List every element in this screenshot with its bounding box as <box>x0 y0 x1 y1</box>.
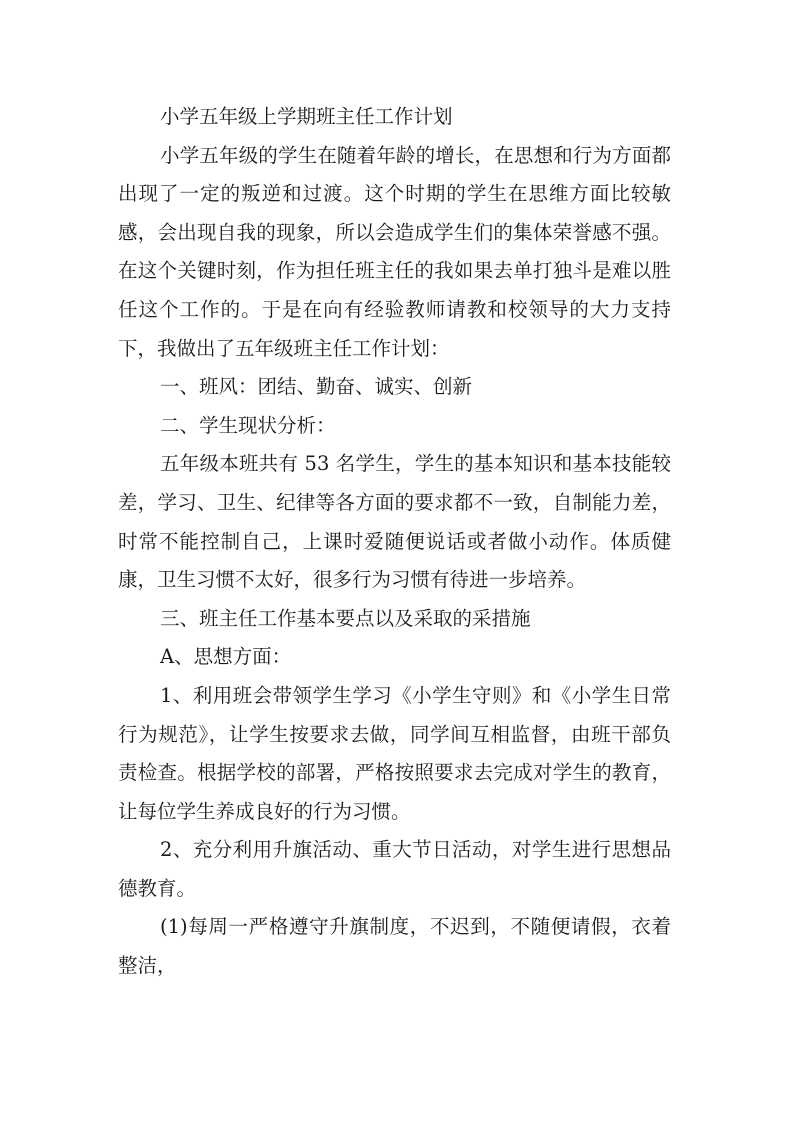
section-heading-key-points: 三、班主任工作基本要点以及采取的采措施 <box>160 606 531 630</box>
section-heading-class-style: 一、班风：团结、勤奋、诚实、创新 <box>160 375 473 399</box>
document-title: 小学五年级上学期班主任工作计划 <box>160 105 453 128</box>
section-heading-student-analysis: 二、学生现状分析： <box>160 413 336 437</box>
document-page <box>118 98 671 986</box>
paragraph-student-analysis: 五年级本班共有 53 名学生，学生的基本知识和基本技能较差，学习、卫生、纪律等各方面的要求都不一致，自制能力差，时常不能控制自己，上课时爱随便说话或者做小动作。体质健康，卫生习惯不太好，很多行为习惯有待进一步培养。 <box>118 452 671 592</box>
subheading-ideology: A、思想方面： <box>160 645 292 669</box>
paragraph-item-1: 1、利用班会带领学生学习《小学生守则》和《小学生日常行为规范》，让学生按要求去做，同学间互相监督，由班干部负责检查。根据学校的部署，严格按照要求去完成对学生的教育，让每位学生养成良好的行为习惯。 <box>118 683 671 823</box>
paragraph-item-2-1: (1)每周一严格遵守升旗制度，不迟到，不随便请假，衣着整洁， <box>118 915 671 978</box>
paragraph-item-2: 2、充分利用升旗活动、重大节日活动，对学生进行思想品德教育。 <box>118 838 671 900</box>
paragraph-intro: 小学五年级的学生在随着年龄的增长，在思想和行为方面都出现了一定的叛逆和过渡。这个时期的学生在思维方面比较敏感，会出现自我的现象，所以会造成学生们的集体荣誉感不强。在这个关键时刻，作为担任班主任的我如果去单打独斗是难以胜任这个工作的。于是在向有经验教师请教和校领导的大力支持下，我做出了五年级班主任工作计划： <box>118 143 671 360</box>
